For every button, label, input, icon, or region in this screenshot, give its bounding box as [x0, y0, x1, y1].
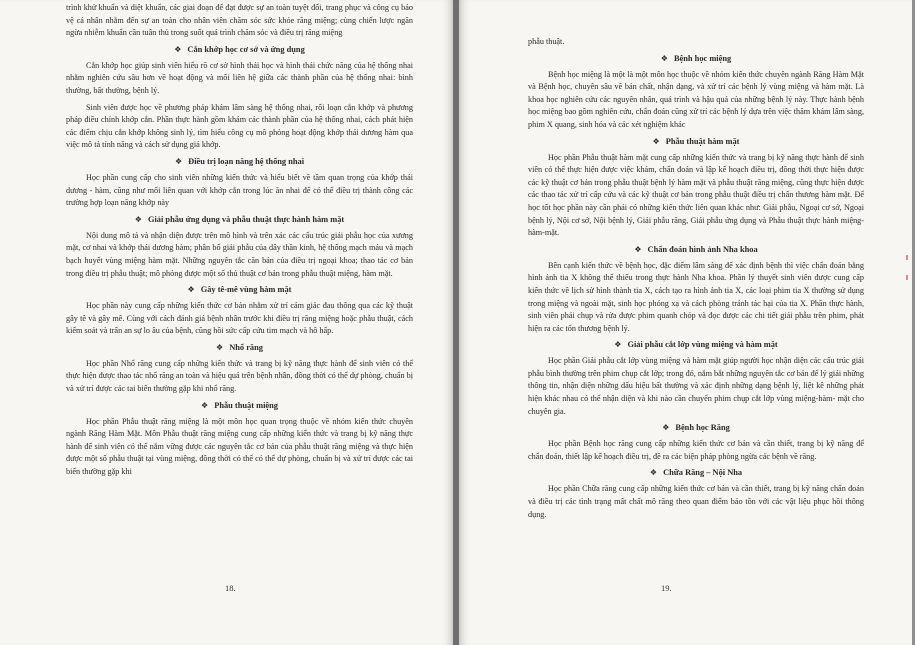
- section-heading-text: Cắn khớp học cơ sở và ứng dụng: [187, 44, 305, 54]
- diamond-bullet-icon: ❖: [662, 423, 670, 433]
- section-heading: [66, 156, 413, 168]
- diamond-bullet-icon: ❖: [652, 136, 660, 146]
- section-heading-text: Chữa Răng – Nội Nha: [663, 468, 743, 478]
- section-heading: [66, 284, 413, 296]
- section-paragraph: Học phần Giải phẫu cắt lớp vùng miệng và hàm mặt giúp người học nhận diện các cấu trúc giải phẫu bình thường trên phim chụp cắt lớp; trong đó, nắm bắt những nguyên tắc cơ bản để lý giải những thông tin, nhận diện những dấu hiệu bất thường và xác định những dạng bệnh lý, liệt kê những phát hiện khác nhau có thể nhận diện và khi nào cần chuyển phim chụp cắt lớp vùng miệng-hàm- mặt cho chuyên gia.: [528, 356, 864, 416]
- diamond-bullet-icon: ❖: [660, 53, 668, 63]
- section-paragraph: Bệnh học miệng là một là một môn học thuộc về nhóm kiến thức chuyên ngành Răng Hàm Mặt và Bệnh học, chuyên sâu về bản chất, nhận dạng, và xử trí các bệnh lý vùng miệng và hàm mặt. Là khoa học nghiên cứu các nguyên nhân, quá trình và hậu quả của những bệnh lý này. Thực hành bệnh học miệng bao gồm nghiên cứu, chẩn đoán cũng xử trí các bệnh lý dựa trên việc thăm khám lâm sàng, phim X quang, sinh hóa và các xét nghiệm khác: [528, 69, 864, 129]
- margin-mark: [906, 255, 908, 260]
- section-heading: [528, 244, 864, 256]
- left-page: [0, 0, 453, 645]
- section-heading-text: Phẫu thuật hàm mặt: [665, 136, 740, 146]
- diamond-bullet-icon: ❖: [649, 468, 658, 478]
- section-heading-text: Điều trị loạn năng hệ thống nhai: [188, 156, 305, 166]
- section-paragraph: Bên cạnh kiến thức về bệnh học, đặc điểm lâm sàng để xác định bệnh thì việc chẩn đoán bằng hình ảnh tia X không thể thiếu trong thực hành Nha khoa. Phần lý thuyết sinh viên được cung cấp kiến thức về lịch sử hình thành tia X, cách tạo ra hình ảnh tia X, các loại phim tia X thường sử dụng trong miệng và ngoài mặt, sinh học phóng xạ và cách phòng tránh tác hại của tia X. Phần thực hành, sinh viên phải chụp và rửa được phim quanh chóp và đọc được các chi tiết giải phẫu trên phim, phát hiện ra các tổn thương bệnh lý.: [528, 260, 864, 333]
- section-heading-text: Bệnh học Răng: [675, 423, 730, 433]
- diamond-bullet-icon: ❖: [134, 214, 142, 224]
- right-page: [459, 0, 912, 645]
- diamond-bullet-icon: ❖: [174, 44, 182, 54]
- section-paragraph: Học phần này cung cấp những kiến thức cơ bản nhằm xử trí cảm giác đau thông qua các kỹ thuật gây tê và gây mê. Cùng với cách đánh giá bệnh nhân trước khi điều trị răng miệng hoặc phẫu thuật, cách kiểm soát và trấn an sự lo âu của bệnh, cũng hồi sức cấp cứu tim mạch và hô hấp.: [66, 301, 413, 336]
- section-paragraph: Cắn khớp học giúp sinh viên hiểu rõ cơ sở hình thái học và hình thái chức năng của hệ thống nhai nhằm nghiên cứu sâu hơn về hoạt động và mối liên hệ giữa các thành phần của hệ thống nhai: bình thường, bất thường, bệnh lý.: [66, 60, 413, 95]
- diamond-bullet-icon: ❖: [187, 285, 195, 295]
- section-heading-text: Nhổ răng: [229, 342, 263, 352]
- section-heading: [528, 339, 864, 351]
- section-paragraph: Học phần Nhổ răng cung cấp những kiến thức và trang bị kỹ năng thực hành để sinh viên có thể thực hiện được thao tác nhổ răng an toàn và hiệu quả trên bệnh nhân, đồng thời có thể dự phòng, chuẩn bị và xử trí được các tai biến thường gặp khi nhổ răng.: [66, 358, 413, 394]
- section-heading: [66, 44, 413, 56]
- section-heading: [66, 400, 413, 412]
- section-heading-text: Phẫu thuật miệng: [214, 400, 278, 410]
- diamond-bullet-icon: ❖: [201, 400, 209, 410]
- left-intro: trình khử khuẩn và diệt khuẩn, các giai đoạn để đạt được sự an toàn tuyệt đối, trang phục và công cụ bảo vệ cá nhân nhằm đến sự an toàn cho nhân viên chăm sóc sức khỏe răng miệng; cùng chiến lược ngăn ngừa nhiễm khuẩn cần tuân thủ trong suốt quá trình chăm sóc và điều trị răng miệng: [66, 3, 413, 38]
- right-page-content: [528, 36, 864, 521]
- section-heading: [66, 342, 413, 354]
- section-paragraph: Nội dung mô tả và nhận diện được trên mô hình và trên xác các cấu trúc giải phẫu học của xương mặt, cơ nhai và khớp thái dương hàm; phân bố giải phẫu của dây thần kinh, hệ thống mạch máu và mạch bạch huyết vùng miệng hàm mặt. Những nguyên tắc căn bản của điều trị ngoại khoa; thao tác cơ bản trong điều trị phẫu thuật; mô phỏng được một số thủ thuật cơ bản trong phẫu thuật miệng, hàm mặt.: [66, 230, 413, 278]
- diamond-bullet-icon: ❖: [216, 342, 224, 352]
- right-intro: phẫu thuật.: [528, 37, 565, 46]
- section-paragraph: Học phần Chữa răng cung cấp những kiến thức cơ bản và cần thiết, trang bị kỹ năng chẩn đoán và điều trị các tình trạng mất chất mô răng theo quan điểm bảo tồn với các vật liệu phục hồi thông dụng.: [528, 484, 864, 519]
- page-number-left: 18.: [225, 583, 236, 593]
- diamond-bullet-icon: ❖: [614, 340, 622, 350]
- section-heading: [66, 214, 413, 226]
- section-paragraph: Học phần cung cấp cho sinh viên những kiến thức và hiểu biết về tầm quan trọng của khớp thái dương - hàm, cũng như mối liên quan với khớp cắn trong lúc ăn nhai để có thể điều trị thành công các trường hợp loạn năng khớp này: [66, 172, 413, 208]
- section-paragraph: Học phần Bệnh học răng cung cấp những kiến thức cơ bản và cần thiết, trang bị kỹ năng để chẩn đoán, thiết lập kế hoạch điều trị, đề ra các biện pháp phòng ngừa các bệnh về răng.: [528, 439, 864, 461]
- margin-mark: [906, 275, 908, 280]
- section-heading-text: Chẩn đoán hình ảnh Nha khoa: [647, 244, 758, 254]
- section-paragraph: Học phần Phẫu thuật hàm mặt cung cấp những kiến thức và trang bị kỹ năng thực hành để sinh viên có thể thực hiện được việc khám, chẩn đoán và lập kế hoạch điều trị, đồng thời thực hiện được các kỹ thuật cơ bản trong phẫu thuật bệnh lý hàm mặt và phẫu thuật răng miệng, cũng thực hiện được các thao tác xử trí cấp cứu và các kỹ thuật cơ bản trong phẫu thuật điều trị chấn thương hàm mặt. Để học tốt học phần này cần phải có những kiến thức liên quan khác như: Giải phẫu, Ngoại cơ sở, Ngoại bệnh lý, Nội cơ sở, Nội bệnh lý, Giải phẫu răng, Giải phẫu ứng dụng và Phẫu thuật thực hành miệng-hàm-mặt.: [528, 152, 864, 238]
- section-heading-text: Giải phẫu ứng dụng và phẫu thuật thực hành hàm mặt: [147, 214, 345, 224]
- section-heading-text: Gây tê-mê vùng hàm mặt: [200, 285, 292, 295]
- page-number-right: 19.: [661, 583, 672, 593]
- diamond-bullet-icon: ❖: [174, 156, 183, 166]
- section-heading: [528, 467, 864, 479]
- left-page-content: [66, 2, 413, 479]
- section-paragraph: Học phần Phẫu thuật răng miệng là một môn học quan trọng thuộc về nhóm kiến thức chuyên ngành Răng Hàm Mặt. Môn Phẫu thuật răng miệng cung cấp những kiến thức và trang bị kỹ năng thực hành để sinh viên có thể nắm vững được các nguyên tắc cơ bản của phẫu thuật răng miệng và thực hiện được một số phẫu thuật tại vùng miệng, đồng thời có thể có thể dự phòng, chuẩn bị và xử trí được các tai biến thường gặp khi: [66, 416, 413, 477]
- section-heading: [528, 422, 864, 434]
- diamond-bullet-icon: ❖: [634, 244, 642, 254]
- section-heading-text: Giải phẫu cắt lớp vùng miệng và hàm mặt: [627, 340, 778, 350]
- section-heading: [528, 53, 864, 65]
- section-heading: [528, 136, 864, 148]
- section-heading-text: Bệnh học miệng: [673, 53, 732, 63]
- section-paragraph: Sinh viên được học về phương pháp khám lâm sàng hệ thống nhai, rối loạn cắn khớp và phương pháp điều chỉnh khớp cắn. Phần thực hành gồm khám các thành phần của hệ thống nhai, cách phát hiện các điểm chịu cắn khớp không sinh lý, tìm hiểu công cụ mô phỏng hoạt động khớp thái dương hàm qua việc mô tả tính năng và cách sử dụng giá khớp.: [66, 102, 413, 150]
